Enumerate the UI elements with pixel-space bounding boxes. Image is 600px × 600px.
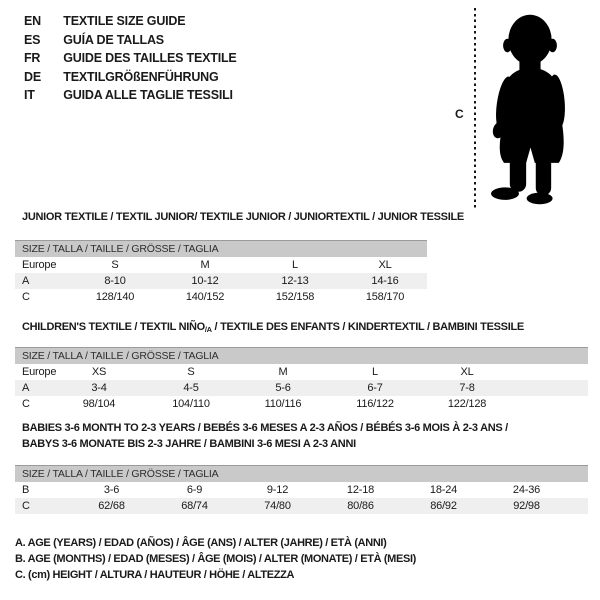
table-cell: 140/152	[185, 290, 225, 303]
language-row-en	[24, 12, 237, 31]
table-cell: XL	[378, 258, 392, 271]
table-cell: 104/110	[172, 397, 210, 410]
table-cell: 68/74	[181, 500, 208, 512]
children-table-title	[15, 320, 588, 338]
table-cell: 128/140	[95, 290, 135, 303]
junior-textile-table	[15, 210, 464, 305]
size-header-bar: SIZE / TALLA / TAILLE / GRÖSSE / TAGLIA	[15, 465, 588, 482]
table-title-line: CHILDREN'S TEXTILE / TEXTIL $NIÑO_{/A}$ / TEXTILE DES ENFANTS / KINDERTEXTIL / BAMBINI TESSILE	[22, 321, 524, 334]
junior-table-title	[15, 210, 464, 226]
table-cell: M	[200, 258, 210, 271]
table-cell: 86/92	[430, 500, 457, 512]
table-row	[15, 498, 588, 514]
table-cell: 122/128	[447, 397, 487, 410]
table-cell: XL	[460, 365, 474, 378]
babies-table-rows	[15, 482, 588, 514]
language-row-es	[24, 31, 237, 50]
language-code: EN	[24, 14, 41, 28]
table-title-line: BABYS 3-6 MONATE BIS 2-3 JAHRE / BAMBINI 3-6 MESI A 2-3 ANNI	[22, 437, 356, 450]
table-cell: 92/98	[513, 500, 540, 512]
row-label: B	[22, 484, 30, 496]
table-cell: 12-13	[281, 274, 309, 287]
height-measure-label: C	[455, 107, 464, 121]
table-cell: 158/170	[365, 290, 405, 303]
row-label: C	[22, 397, 30, 410]
table-cell: 14-16	[371, 274, 399, 287]
table-cell: XS	[91, 365, 107, 378]
table-cell: 12-18	[346, 484, 375, 496]
table-cell: 10-12	[191, 274, 219, 287]
table-cell: 24-36	[512, 484, 541, 496]
note-height-cm: C. (cm) HEIGHT / ALTURA / HAUTEUR / HÖHE / ALTEZZA	[15, 569, 295, 581]
table-cell: 152/158	[275, 290, 315, 303]
language-label: GUIDE DES TAILLES TEXTILE	[63, 51, 237, 65]
table-cell: 8-10	[104, 274, 126, 287]
table-cell: 98/104	[82, 397, 116, 410]
toddler-silhouette-icon	[480, 9, 580, 209]
table-cell: 7-8	[459, 381, 475, 394]
note-age-years: A. AGE (YEARS) / EDAD (AÑOS) / ÂGE (ANS) / ALTER (JAHRE) / ETÀ (ANNI)	[15, 537, 387, 549]
language-row-fr	[24, 49, 237, 68]
note-age-months: B. AGE (MONTHS) / EDAD (MESES) / ÂGE (MOIS) / ALTER (MONATE) / ETÀ (MESI)	[15, 553, 416, 565]
row-label: Europe	[22, 365, 57, 378]
table-cell: 6-7	[367, 381, 383, 394]
table-row	[15, 273, 427, 289]
language-label: TEXTILE SIZE GUIDE	[63, 14, 186, 28]
table-cell: 110/116	[264, 397, 302, 410]
table-row	[15, 289, 427, 305]
table-cell: L	[372, 365, 378, 378]
height-measure-dashed-line	[474, 8, 476, 210]
children-table-rows	[15, 364, 588, 412]
language-code: FR	[24, 51, 41, 65]
babies-table-title	[15, 421, 588, 452]
size-header-bar: SIZE / TALLA / TAILLE / GRÖSSE / TAGLIA	[15, 240, 427, 257]
children-textile-table	[15, 320, 588, 412]
language-label: TEXTILGRÖßENFÜHRUNG	[63, 69, 219, 84]
row-label: A	[22, 274, 30, 287]
table-title-line: JUNIOR TEXTILE / TEXTIL JUNIOR/ TEXTILE JUNIOR / JUNIORTEXTIL / JUNIOR TESSILE	[22, 211, 464, 223]
table-cell: 80/86	[347, 500, 374, 512]
table-row	[15, 482, 588, 498]
language-label: GUÍA DE TALLAS	[63, 32, 164, 47]
row-label: C	[22, 500, 30, 512]
legend-notes	[15, 535, 416, 583]
table-row	[15, 396, 588, 412]
table-row	[15, 364, 588, 380]
table-cell: 4-5	[183, 381, 199, 394]
table-cell: S	[187, 365, 195, 378]
junior-table-rows	[15, 257, 427, 305]
language-code: DE	[24, 69, 41, 84]
table-cell: 116/122	[356, 397, 394, 410]
table-row	[15, 257, 427, 273]
table-title-line: BABIES 3-6 MONTH TO 2-3 YEARS / BEBÉS 3-6 MESES A 2-3 AÑOS / BÉBÉS 3-6 MOIS À 2-3 ANS /	[22, 422, 508, 434]
table-cell: 6-9	[186, 484, 203, 496]
table-cell: 18-24	[429, 484, 458, 496]
table-row	[15, 380, 588, 396]
table-cell: 9-12	[266, 484, 289, 496]
babies-textile-table	[15, 421, 588, 514]
table-cell: L	[292, 258, 298, 271]
language-row-de	[24, 68, 237, 87]
language-row-it	[24, 86, 237, 105]
table-cell: 62/68	[98, 500, 125, 512]
table-cell: 3-4	[91, 381, 107, 394]
row-label: C	[22, 290, 30, 303]
language-list	[24, 12, 237, 105]
language-code: IT	[24, 88, 35, 102]
table-cell: M	[278, 365, 288, 378]
row-label: A	[22, 381, 30, 394]
table-cell: 74/80	[264, 500, 291, 512]
table-cell: 3-6	[103, 484, 120, 496]
row-label: Europe	[22, 258, 57, 271]
table-cell: 5-6	[275, 381, 291, 394]
language-code: ES	[24, 32, 41, 47]
language-label: GUIDA ALLE TAGLIE TESSILI	[63, 88, 233, 102]
size-header-bar: SIZE / TALLA / TAILLE / GRÖSSE / TAGLIA	[15, 347, 588, 364]
table-cell: S	[111, 258, 119, 271]
